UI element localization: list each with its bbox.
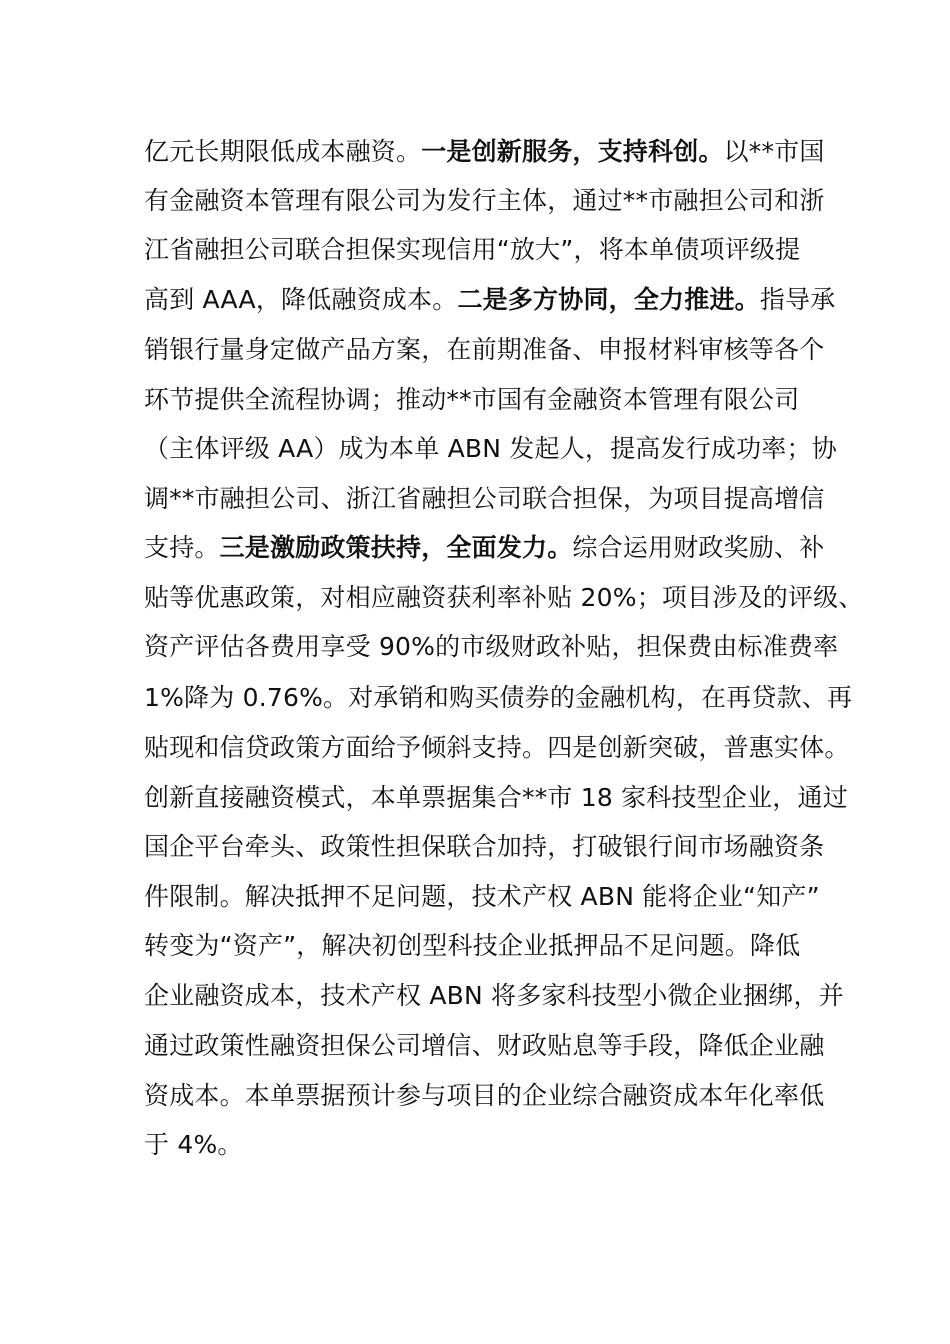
text-run: 亿元长期限低成本融资。 (144, 137, 422, 166)
text-run: （主体评级 AA）成为本单 ABN 发起人，提高发行成功率；协 (144, 434, 837, 463)
text-line (144, 583, 864, 613)
bold-heading: 二是多方协同，全力推进。 (457, 285, 760, 314)
text-run: 有金融资本管理有限公司为发行主体，通过**市融担公司和浙 (144, 186, 825, 215)
text-run: 以**市国 (723, 137, 825, 166)
text-run: 贴现和信贷政策方面给予倾斜支持。四是创新突破，普惠实体。 (144, 733, 850, 762)
text-line (144, 186, 825, 216)
text-line (144, 484, 825, 514)
bold-heading: 三是激励政策扶持，全面发力。 (219, 533, 573, 562)
text-line (144, 882, 820, 912)
text-line (144, 434, 837, 464)
text-line (144, 783, 848, 813)
text-line (144, 285, 835, 315)
text-run: 调**市融担公司、浙江省融担公司联合担保，为项目提高增信 (144, 484, 825, 513)
text-run: 贴等优惠政策，对相应融资获利率补贴 20%；项目涉及的评级、 (144, 583, 864, 612)
text-run: 创新直接融资模式，本单票据集合**市 18 家科技型企业，通过 (144, 783, 848, 812)
text-line (144, 1031, 824, 1061)
text-run: 高到 AAA，降低融资成本。 (144, 285, 458, 314)
text-run: 件限制。解决抵押不足问题，技术产权 ABN 能将企业“知产” (144, 882, 820, 911)
text-run: 江省融担公司联合担保实现信用“放大”，将本单债项评级提 (144, 235, 801, 264)
text-run: 于 4%。 (144, 1130, 243, 1159)
text-line (144, 683, 852, 713)
text-line (144, 981, 844, 1011)
text-line (144, 1130, 243, 1160)
text-line (144, 335, 824, 365)
text-line (144, 733, 850, 763)
text-line (144, 1081, 824, 1111)
text-run: 通过政策性融资担保公司增信、财政贴息等手段，降低企业融 (144, 1031, 825, 1060)
text-line (144, 533, 824, 563)
text-run: 国企平台牵头、政策性担保联合加持，打破银行间市场融资条 (144, 832, 825, 861)
text-line (144, 632, 838, 662)
text-run: 资产评估各费用享受 90%的市级财政补贴，担保费由标准费率 (144, 632, 839, 661)
text-run: 环节提供全流程协调；推动**市国有金融资本管理有限公司 (144, 385, 800, 414)
text-run: 1%降为 0.76%。对承销和购买债券的金融机构，在再贷款、再 (144, 683, 853, 712)
text-line (144, 235, 800, 265)
text-run: 企业融资成本，技术产权 ABN 将多家科技型小微企业捆绑，并 (144, 981, 844, 1010)
text-run: 指导承 (759, 285, 836, 314)
text-line (144, 385, 799, 415)
text-line (144, 137, 825, 167)
text-run: 综合运用财政奖励、补 (572, 533, 825, 562)
text-run: 资成本。本单票据预计参与项目的企业综合融资成本年化率低 (144, 1081, 825, 1110)
text-run: 销银行量身定做产品方案，在前期准备、申报材料审核等各个 (144, 335, 825, 364)
text-line (144, 832, 824, 862)
text-run: 转变为“资产”，解决初创型科技企业抵押品不足问题。降低 (144, 931, 801, 960)
bold-heading: 一是创新服务，支持科创。 (421, 137, 724, 166)
text-line (144, 931, 800, 961)
text-run: 支持。 (144, 533, 220, 562)
